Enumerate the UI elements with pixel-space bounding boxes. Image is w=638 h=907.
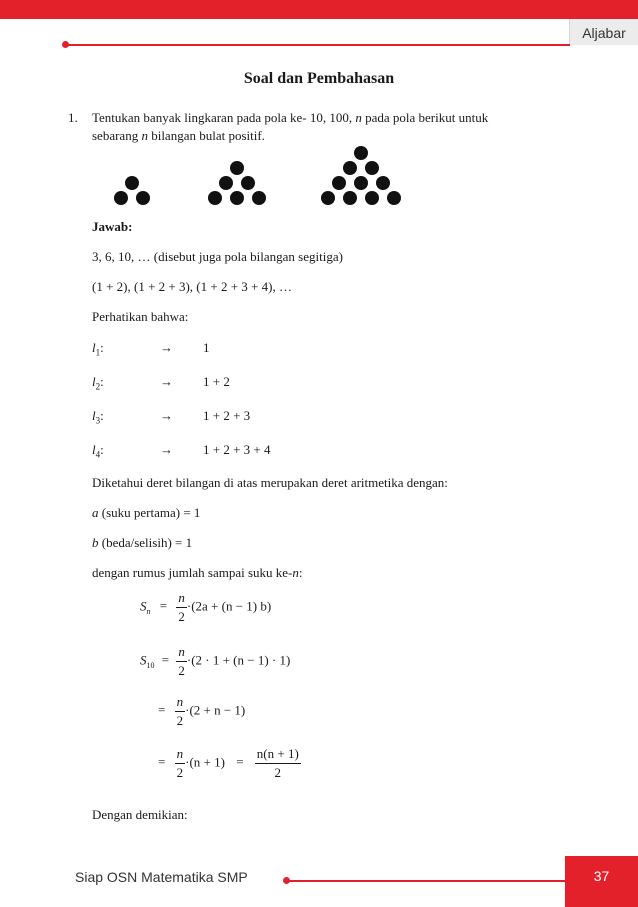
circle	[208, 191, 222, 205]
l-row-4: $l_4$:	[92, 442, 104, 460]
page-title: Soal dan Pembahasan	[243, 70, 395, 87]
l-row-3: $l_3$:	[92, 408, 104, 426]
footer-rule	[289, 880, 565, 882]
circle	[332, 176, 346, 190]
l-row-2-expr: 1 + 2	[203, 374, 230, 389]
book-title: Siap OSN Matematika SMP	[75, 869, 248, 885]
circle	[125, 176, 139, 190]
circle	[114, 191, 128, 205]
formula-step-3: = $\frac{n}{2}$ ·(2 + n − 1)	[158, 694, 246, 728]
l-row-1-expr: 1	[203, 340, 210, 355]
sequence-text: 3, 6, 10, … (disebut juga pola bilangan segitiga)	[92, 249, 343, 264]
l-row-2: $l_2$:	[92, 374, 104, 392]
circle	[219, 176, 233, 190]
circle	[241, 176, 255, 190]
circle	[343, 161, 357, 175]
circle	[230, 191, 244, 205]
formula-sn: $S_n$ = $\frac{n}{2}$ ·(2a + (n − 1) b)	[140, 590, 272, 624]
arrow-icon: →	[160, 340, 173, 355]
chapter-label: Aljabar	[569, 19, 638, 45]
circle	[354, 146, 368, 160]
sums-text: (1 + 2), (1 + 2 + 3), (1 + 2 + 3 + 4), …	[92, 279, 292, 294]
deret-text: Diketahui deret bilangan di atas merupakan deret aritmetika dengan:	[92, 475, 448, 490]
circle	[230, 161, 244, 175]
l-row-4-expr: 1 + 2 + 3 + 4	[203, 442, 271, 457]
arrow-icon: →	[160, 374, 173, 389]
circle	[365, 191, 379, 205]
circle	[136, 191, 150, 205]
circle	[252, 191, 266, 205]
circle	[376, 176, 390, 190]
l-row-3-expr: 1 + 2 + 3	[203, 408, 251, 423]
arrow-icon: →	[160, 408, 173, 423]
page-number: 37	[593, 868, 610, 884]
closing-text: Dengan demikian:	[92, 807, 188, 822]
l-row-1: $l_1$:	[92, 340, 104, 358]
problem-number: 1.	[68, 110, 78, 125]
header-bar	[0, 0, 638, 19]
circle	[365, 161, 379, 175]
a-definition: a (suku pertama) = 1	[92, 505, 201, 520]
circle	[343, 191, 357, 205]
header-rule	[68, 44, 570, 46]
circle	[387, 191, 401, 205]
circle	[354, 176, 368, 190]
problem-line-1: Tentukan banyak lingkaran pada pola ke- 10, 100, n pada pola berikut untuk	[92, 110, 489, 125]
note-text: Perhatikan bahwa:	[92, 309, 189, 324]
problem-line-2: sebarang n bilangan bulat positif.	[92, 128, 265, 143]
rumus-text: dengan rumus jumlah sampai suku ke-n:	[92, 565, 303, 580]
circle	[321, 191, 335, 205]
formula-step-4: = $\frac{n}{2}$ ·(n + 1) = $\frac{n(n + 1)}{2}$	[158, 746, 299, 780]
formula-s10: $S_{10}$ = $\frac{n}{2}$ ·(2 · 1 + (n − 1) · 1)	[140, 644, 291, 678]
b-definition: b (beda/selisih) = 1	[92, 535, 193, 550]
answer-label: Jawab:	[92, 219, 133, 234]
arrow-icon: →	[160, 442, 173, 457]
